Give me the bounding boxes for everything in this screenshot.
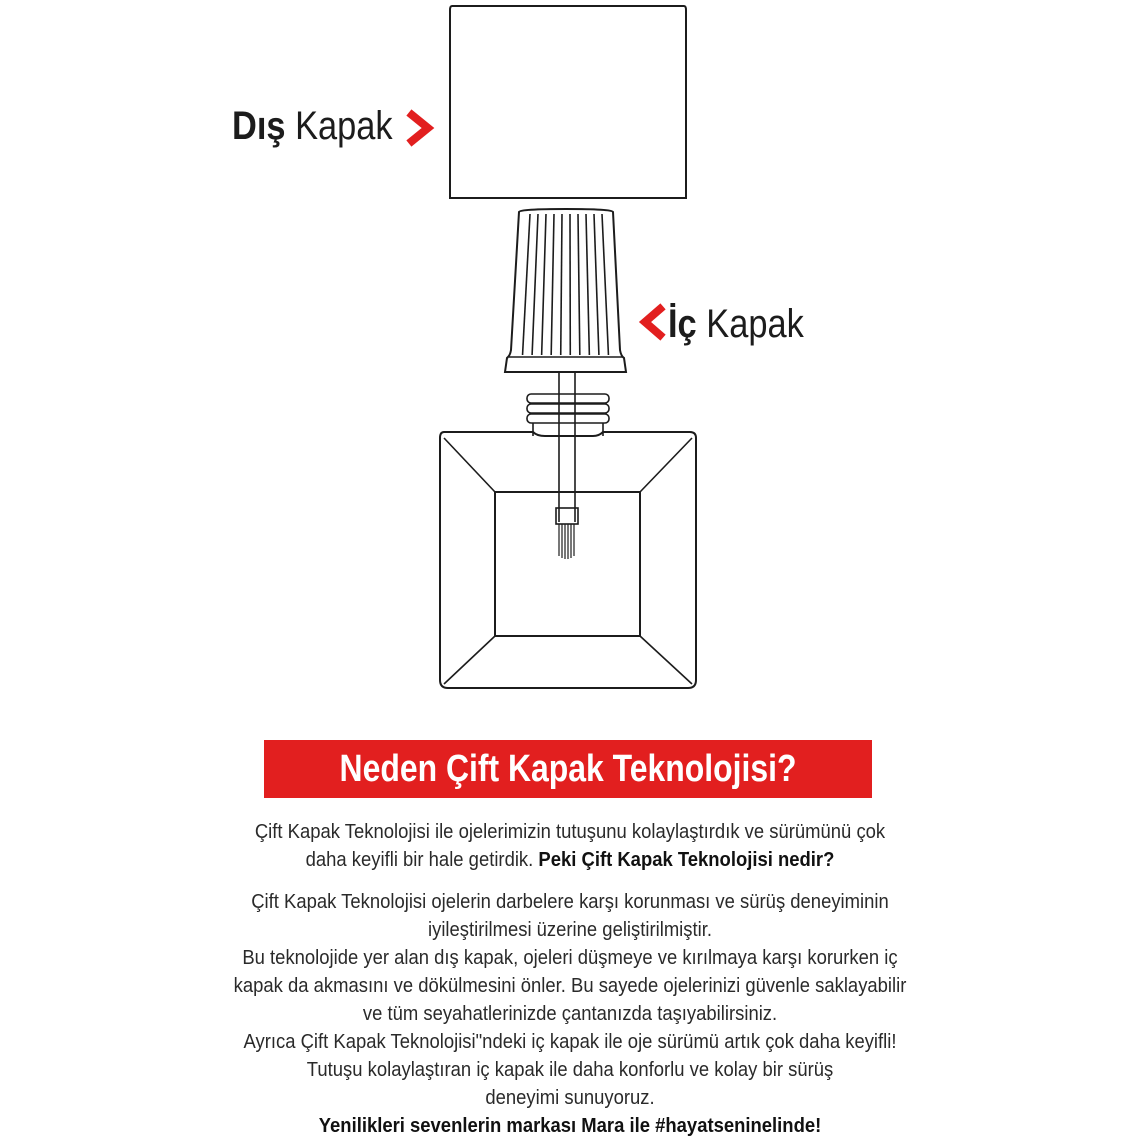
brush-bristles: [559, 524, 574, 559]
intro-line-2-regular: daha keyifli bir hale getirdik.: [305, 848, 539, 871]
inner-cap-rib: [561, 214, 562, 355]
closing-slogan: [210, 1112, 930, 1140]
inner-cap-rib: [602, 214, 608, 355]
body-line: Bu teknolojide yer alan dış kapak, ojeleri düşmeye ve kırılmaya karşı korurken iç: [242, 946, 898, 969]
inner-cap-rib: [532, 214, 538, 355]
intro-line-1: Çift Kapak Teknolojisi ile ojelerimizin tutuşunu kolaylaştırdık ve sürümünü çok: [254, 820, 886, 843]
inner-cap-rib: [523, 214, 530, 355]
body-line: deneyimi sunuyoruz.: [485, 1086, 655, 1109]
inner-cap-rib: [586, 214, 589, 355]
outer-cap-label-bold: Dış: [232, 104, 286, 148]
inner-cap-label-bold: İç: [668, 302, 697, 346]
intro-paragraph: [170, 818, 970, 874]
inner-cap-rib: [594, 214, 599, 355]
outer-cap: [450, 6, 686, 198]
body-line: Ayrıca Çift Kapak Teknolojisi"ndeki iç kapak ile oje sürümü artık çok daha keyifli!: [243, 1030, 897, 1053]
chevron-right-icon: [412, 115, 428, 141]
inner-cap-ribs: [523, 214, 609, 355]
banner-title: Neden Çift Kapak Teknolojisi?: [339, 747, 797, 790]
intro-line-2: [210, 846, 930, 874]
bottle-inner-window: [495, 492, 640, 636]
bottle-body: [440, 432, 696, 688]
inner-cap-rib: [578, 214, 580, 355]
closing-slogan-text: Yenilikleri sevenlerin markası Mara ile #hayatseninelinde!: [318, 1114, 822, 1137]
intro-question: Peki Çift Kapak Teknolojisi nedir?: [538, 848, 835, 871]
bottle-neck-threads: [527, 394, 609, 436]
body-line: ve tüm seyahatlerinizde çantanızda taşıyabilirsiniz.: [362, 1002, 778, 1025]
body-line: Tutuşu kolaylaştıran iç kapak ile daha konforlu ve kolay bir sürüş: [306, 1058, 834, 1081]
body-line: kapak da akmasını ve dökülmesini önler. Bu sayede ojelerinizi güvenle saklayabilir: [233, 974, 907, 997]
section-banner: [264, 740, 872, 798]
outer-cap-label: [232, 106, 393, 146]
inner-cap-rib: [542, 214, 546, 355]
body-paragraph: [170, 888, 970, 1140]
outer-cap-label-rest: Kapak: [285, 104, 393, 148]
inner-cap-rib: [551, 214, 554, 355]
body-line: iyileştirilmesi üzerine geliştirilmiştir.: [428, 918, 712, 941]
inner-cap-label-rest: Kapak: [696, 302, 804, 346]
chevron-left-icon: [645, 309, 660, 335]
inner-cap-label: [668, 304, 804, 344]
body-line: Çift Kapak Teknolojisi ojelerin darbelere karşı korunması ve sürüş deneyiminin: [251, 890, 889, 913]
